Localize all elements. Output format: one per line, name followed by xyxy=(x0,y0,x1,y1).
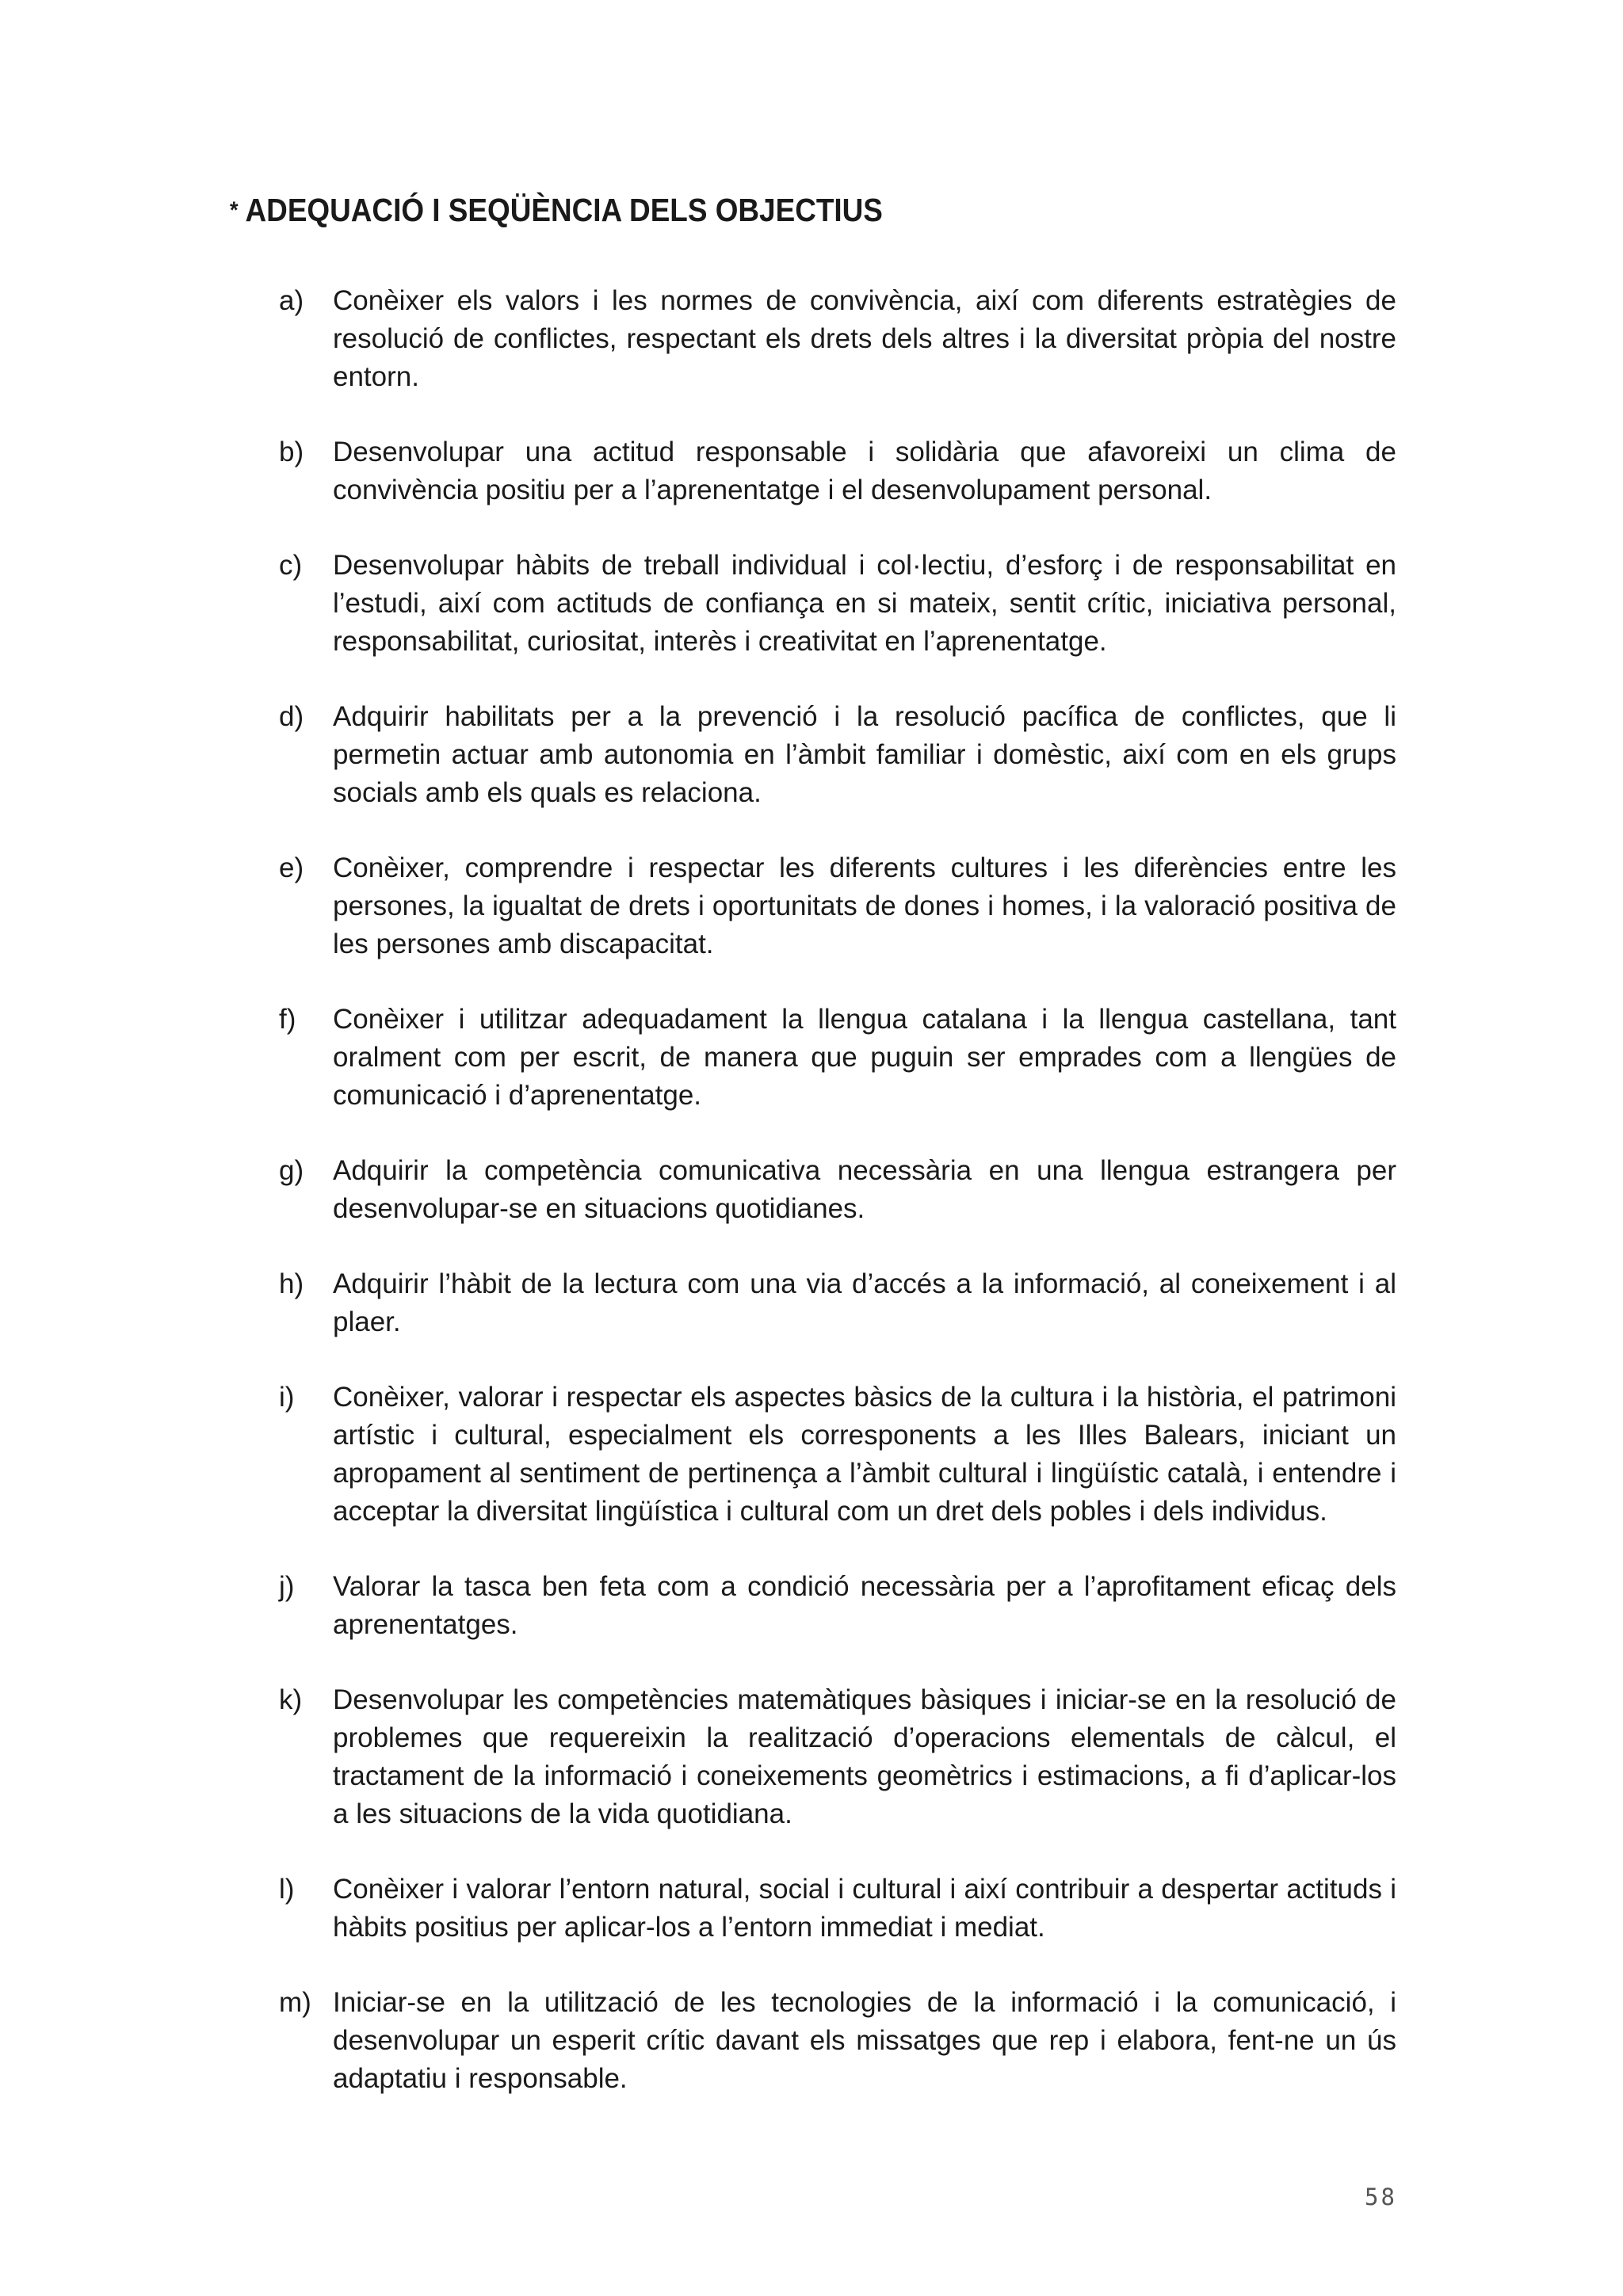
objective-item-m xyxy=(279,1984,1396,2098)
objective-text: Desenvolupar hàbits de treball individual i col·lectiu, d’esforç i de responsabilitat en l’estudi, així com actituds de confiança en si mateix, sentit crític, iniciativa personal, responsabilitat, curiositat, interès i creativitat en l’aprenentatge. xyxy=(333,550,1396,657)
objective-letter: e) xyxy=(279,852,304,883)
objective-letter: c) xyxy=(279,550,303,581)
objectives-list xyxy=(279,282,1396,2135)
objective-letter: h) xyxy=(279,1268,304,1299)
objective-item-l xyxy=(279,1871,1396,1947)
objective-item-a xyxy=(279,282,1396,396)
objective-item-b xyxy=(279,433,1396,509)
objective-item-g xyxy=(279,1152,1396,1228)
objective-text: Conèixer i valorar l’entorn natural, social i cultural i així contribuir a despertar actituds i hàbits positius per aplicar-los a l’entorn immediat i mediat. xyxy=(333,1874,1396,1943)
objective-text: Iniciar-se en la utilització de les tecnologies de la informació i la comunicació, i desenvolupar un esperit crític davant els missatges que rep i elabora, fent-ne un ús adaptatiu i responsable. xyxy=(333,1987,1396,2094)
objective-item-f xyxy=(279,1001,1396,1115)
objective-letter: l) xyxy=(279,1874,295,1905)
objective-text: Valorar la tasca ben feta com a condició necessària per a l’aprofitament eficaç dels aprenentatges. xyxy=(333,1571,1396,1640)
heading-title: ADEQUACIÓ I SEQÜÈNCIA DELS OBJECTIUS xyxy=(245,192,883,228)
section-heading xyxy=(230,192,883,229)
objective-item-k xyxy=(279,1681,1396,1833)
page-number: 58 xyxy=(1365,2183,1397,2210)
objective-item-d xyxy=(279,698,1396,812)
objective-text: Adquirir la competència comunicativa necessària en una llengua estrangera per desenvolupar-se en situacions quotidianes. xyxy=(333,1155,1396,1224)
objective-letter: f) xyxy=(279,1004,296,1035)
objective-item-h xyxy=(279,1265,1396,1341)
objective-text: Conèixer els valors i les normes de convivència, així com diferents estratègies de resolució de conflictes, respectant els drets dels altres i la diversitat pròpia del nostre entorn. xyxy=(333,285,1396,392)
objective-item-e xyxy=(279,849,1396,963)
objective-letter: g) xyxy=(279,1155,304,1186)
objective-item-i xyxy=(279,1379,1396,1531)
objective-letter: k) xyxy=(279,1684,303,1715)
objective-text: Conèixer, valorar i respectar els aspectes bàsics de la cultura i la història, el patrimoni artístic i cultural, especialment els corresponents a les Illes Balears, iniciant un apropament al sentiment de pertinença a l’àmbit cultural i lingüístic català, i entendre i acceptar la diversitat lingüística i cultural com un dret dels pobles i dels individus. xyxy=(333,1382,1396,1527)
objective-text: Conèixer i utilitzar adequadament la llengua catalana i la llengua castellana, tant oralment com per escrit, de manera que puguin ser emprades com a llengües de comunicació i d’aprenentatge. xyxy=(333,1004,1396,1111)
objective-text: Adquirir l’hàbit de la lectura com una via d’accés a la informació, al coneixement i al plaer. xyxy=(333,1268,1396,1337)
objective-letter: a) xyxy=(279,285,304,316)
objective-letter: m) xyxy=(279,1987,311,2018)
objective-text: Conèixer, comprendre i respectar les diferents cultures i les diferències entre les persones, la igualtat de drets i oportunitats de dones i homes, i la valoració positiva de les persones amb discapacitat. xyxy=(333,852,1396,959)
objective-item-j xyxy=(279,1568,1396,1644)
objective-item-c xyxy=(279,547,1396,661)
objective-letter: d) xyxy=(279,701,304,732)
objective-letter: j) xyxy=(279,1571,295,1602)
objective-text: Desenvolupar una actitud responsable i solidària que afavoreixi un clima de convivència positiu per a l’aprenentatge i el desenvolupament personal. xyxy=(333,437,1396,505)
objective-text: Adquirir habilitats per a la prevenció i la resolució pacífica de conflictes, que li permetin actuar amb autonomia en l’àmbit familiar i domèstic, així com en els grups socials amb els quals es relaciona. xyxy=(333,701,1396,808)
heading-asterisk: * xyxy=(230,197,239,223)
objective-letter: i) xyxy=(279,1382,295,1413)
objective-letter: b) xyxy=(279,437,304,467)
objective-text: Desenvolupar les competències matemàtiques bàsiques i iniciar-se en la resolució de problemes que requereixin la realització d’operacions elementals de càlcul, el tractament de la informació i coneixements geomètrics i estimacions, a fi d’aplicar-los a les situacions de la vida quotidiana. xyxy=(333,1684,1396,1829)
